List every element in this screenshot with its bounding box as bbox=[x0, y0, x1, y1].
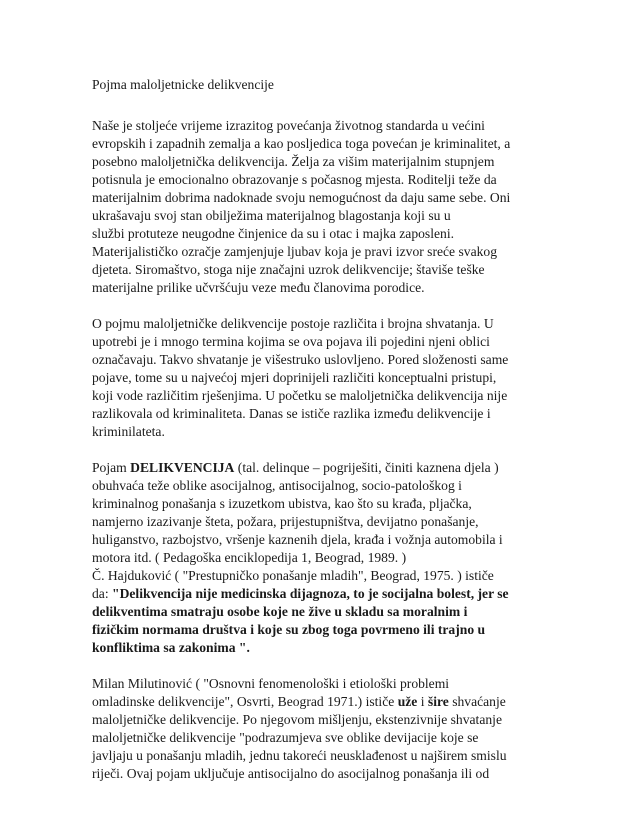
text-line bbox=[92, 693, 552, 711]
text-line: koji vode različitim rješenjima. U početku se maloljetnička delikvencija nije bbox=[92, 388, 508, 403]
paragraph-milutinovic bbox=[92, 675, 552, 783]
text-run: Pojam bbox=[92, 460, 131, 475]
text-line bbox=[92, 459, 552, 477]
text-run: i bbox=[417, 694, 428, 709]
text-line: pojave, tome su u najvećoj mjeri doprinijeli različiti konceptualni pristupi, bbox=[92, 370, 497, 385]
text-line: kriminilateta. bbox=[92, 424, 165, 439]
text-line: materijalnim dobrima nadoknade svoju nemogućnost da daju same sebe. Oni bbox=[92, 190, 511, 205]
text-line: O pojmu maloljetničke delikvencije postoje različita i brojna shvatanja. U bbox=[92, 316, 494, 331]
text-line: Naše je stoljeće vrijeme izrazitog povećanja životnog standarda u većini bbox=[92, 118, 485, 133]
term-bold: šire bbox=[427, 694, 449, 709]
text-run: shvaćanje bbox=[448, 694, 506, 709]
text-line: maloljetničke delikvencije. Po njegovom mišljenju, ekstenzivnije shvatanje bbox=[92, 712, 502, 727]
paragraph-definition bbox=[92, 459, 552, 657]
text-line: službi protuteze neugodne činjenice da su i otac i majka zaposleni. bbox=[92, 226, 454, 241]
text-run: (tal. delinque – pogriješiti, činiti kaznena djela ) bbox=[234, 460, 499, 475]
text-line: razlikovala od kriminaliteta. Danas se ističe razlika između delikvencije i bbox=[92, 406, 491, 421]
text-line: maloljetničke delikvencije "podrazumjeva sve oblike devijacije koje se bbox=[92, 730, 479, 745]
text-line: upotrebi je i mnogo termina kojima se ova pojava ili pojedini njeni oblici bbox=[92, 334, 490, 349]
quote-bold-line: fizičkim normama društva i koje su zbog toga povrmeno ili trajno u bbox=[92, 622, 486, 637]
text-line: huliganstvo, razbojstvo, vršenje kaznenih djela, krađa i vožnja automobila i bbox=[92, 532, 503, 547]
text-line: Materijalističko ozračje zamjenjuje ljubav koja je pravi izvor sreće svakog bbox=[92, 244, 498, 259]
text-line: označavaju. Takvo shvatanje je višestruko uslovljeno. Pored složenosti same bbox=[92, 352, 509, 367]
text-line: riječi. Ovaj pojam uključuje antisocijalno do asocijalnog ponašanja ili od bbox=[92, 766, 490, 781]
text-line: obuhvaća teže oblike asocijalnog, antisocijalnog, socio-patološkog i bbox=[92, 478, 462, 493]
text-run: omladinske delikvencije", Osvrti, Beograd 1971.) ističe bbox=[92, 694, 398, 709]
paragraph-intro bbox=[92, 117, 552, 297]
text-line: Č. Hajduković ( "Prestupničko ponašanje mladih", Beograd, 1975. ) ističe bbox=[92, 568, 494, 583]
text-line: kriminalnog ponašanja s izuzetkom ubistva, kao što su krađa, pljačka, bbox=[92, 496, 472, 511]
term-bold: DELIKVENCIJA bbox=[130, 460, 235, 475]
text-run: da: bbox=[92, 586, 113, 601]
text-line: djeteta. Siromaštvo, stoga nije značajni uzrok delikvencije; štaviše teške bbox=[92, 262, 485, 277]
text-line bbox=[92, 585, 552, 603]
text-line: namjerno izazivanje šteta, požara, prijestupništva, devijatno ponašanje, bbox=[92, 514, 479, 529]
text-line: Milan Milutinović ( "Osnovni fenomenološki i etiološki problemi bbox=[92, 676, 450, 691]
text-line: ukrašavaju svoj stan obilježima materijalnog blagostanja koji su u bbox=[92, 208, 451, 223]
quote-bold-line: delikventima smatraju osobe koje ne žive u skladu sa moralnim i bbox=[92, 604, 468, 619]
term-bold: uže bbox=[397, 694, 418, 709]
text-line: materijalne prilike učvršćuju veze među članovima porodice. bbox=[92, 280, 425, 295]
document-body bbox=[92, 76, 552, 801]
text-line: evropskih i zapadnih zemalja a kao posljedica toga povećan je kriminalitet, a bbox=[92, 136, 511, 151]
paragraph-concept bbox=[92, 315, 552, 441]
document-title: Pojma maloljetnicke delikvencije bbox=[92, 77, 274, 92]
text-line: motora itd. ( Pedagoška enciklopedija 1, Beograd, 1989. ) bbox=[92, 550, 407, 565]
quote-bold: "Delikvencija nije medicinska dijagnoza, to je socijalna bolest, jer se bbox=[112, 586, 509, 601]
quote-bold-line: konfliktima sa zakonima ". bbox=[92, 640, 250, 655]
text-line: posebno maloljetnička delikvencija. Želja za višim materijalnim stupnjem bbox=[92, 154, 495, 169]
text-line: javljaju u ponašanju mladih, jednu takoreći neusklađenost u najširem smislu bbox=[92, 748, 507, 763]
text-line: potisnula je emocionalno obrazovanje s počasnog mjesta. Roditelji teže da bbox=[92, 172, 497, 187]
